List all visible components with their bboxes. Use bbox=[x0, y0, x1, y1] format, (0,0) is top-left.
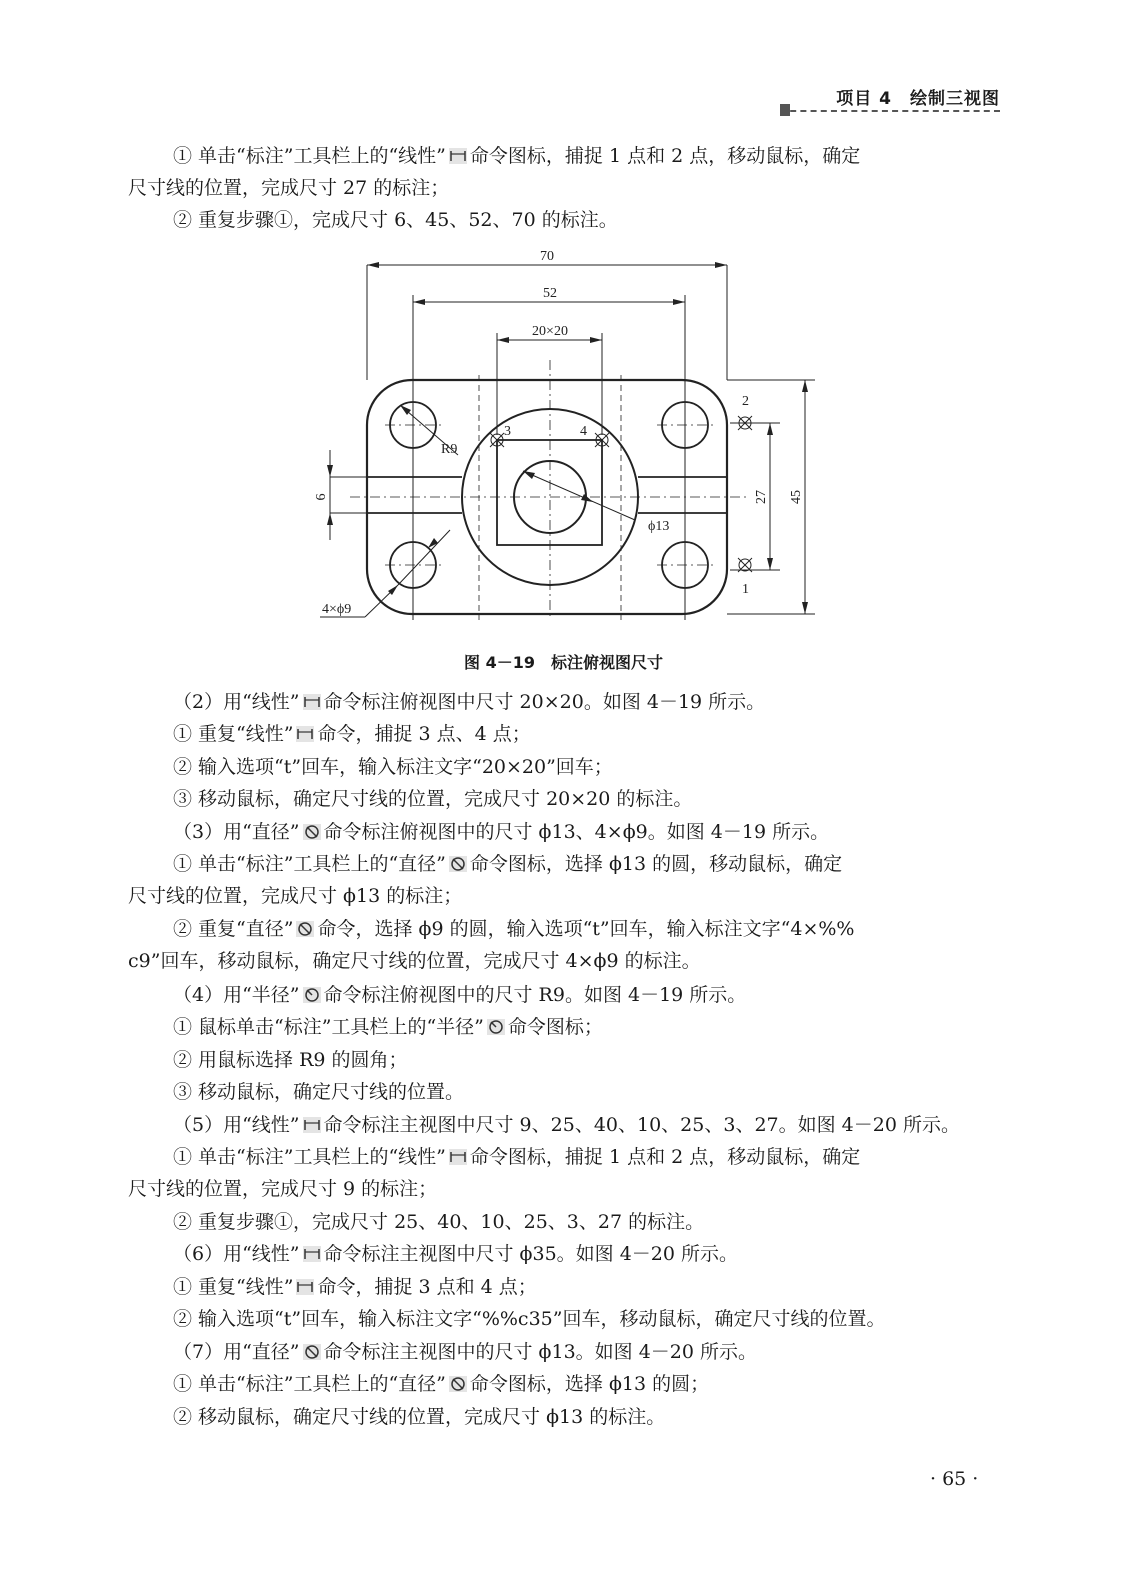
text-segment: （4）用“半径” bbox=[173, 984, 300, 1006]
text-line bbox=[173, 1113, 960, 1137]
text-line bbox=[173, 1340, 757, 1364]
text-segment: （6）用“线性” bbox=[173, 1243, 300, 1265]
label-r9: R9 bbox=[441, 442, 458, 457]
text-segment: ① 重复“线性” bbox=[173, 1276, 294, 1298]
text-line bbox=[173, 1048, 408, 1072]
text-segment: 命令图标； bbox=[507, 1016, 603, 1038]
text-line bbox=[173, 1405, 665, 1429]
text-segment: 尺寸线的位置，完成尺寸 9 的标注； bbox=[128, 1178, 438, 1200]
text-segment: 命令图标，选择 ϕ13 的圆，移动鼠标，确定 bbox=[469, 853, 843, 875]
text-line bbox=[173, 983, 746, 1007]
top-view-drawing bbox=[310, 245, 830, 625]
text-segment: ① 单击“标注”工具栏上的“直径” bbox=[173, 853, 446, 875]
text-segment: 命令图标，选择 ϕ13 的圆； bbox=[469, 1373, 710, 1395]
text-segment: ② 输入选项“t”回车，输入标注文字“20×20”回车； bbox=[173, 756, 613, 778]
text-segment: ② 重复步骤①，完成尺寸 25、40、10、25、3、27 的标注。 bbox=[173, 1211, 705, 1233]
label-point-1: 1 bbox=[742, 582, 749, 597]
diameter-dimension-icon bbox=[449, 1374, 467, 1390]
text-line bbox=[173, 1242, 738, 1266]
figure-caption: 图 4－19 标注俯视图尺寸 bbox=[464, 653, 663, 672]
diameter-dimension-icon bbox=[303, 1342, 321, 1358]
text-segment: 命令标注主视图中尺寸 ϕ35。如图 4－20 所示。 bbox=[323, 1243, 739, 1265]
text-segment: ① 单击“标注”工具栏上的“直径” bbox=[173, 1373, 446, 1395]
text-line bbox=[128, 176, 449, 200]
text-segment: ② 用鼠标选择 R9 的圆角； bbox=[173, 1049, 408, 1071]
text-segment: 尺寸线的位置，完成尺寸 27 的标注； bbox=[128, 177, 450, 199]
label-27: 27 bbox=[754, 490, 769, 504]
text-segment: 命令标注俯视图中的尺寸 ϕ13、4×ϕ9。如图 4－19 所示。 bbox=[323, 821, 830, 843]
text-line bbox=[173, 1210, 704, 1234]
text-line bbox=[173, 820, 829, 844]
diameter-dimension-icon bbox=[449, 854, 467, 870]
text-line bbox=[173, 755, 613, 779]
label-point-4: 4 bbox=[580, 424, 587, 439]
text-segment: （7）用“直径” bbox=[173, 1341, 300, 1363]
text-segment: 命令标注俯视图中尺寸 20×20。如图 4－19 所示。 bbox=[323, 691, 766, 713]
text-line bbox=[173, 1372, 709, 1396]
radius-dimension-icon bbox=[487, 1017, 505, 1033]
holes-leader bbox=[398, 530, 450, 585]
text-line bbox=[128, 949, 701, 973]
text-segment: 命令标注主视图中的尺寸 ϕ13。如图 4－20 所示。 bbox=[323, 1341, 758, 1363]
text-segment: c9”回车，移动鼠标，确定尺寸线的位置，完成尺寸 4×ϕ9 的标注。 bbox=[128, 950, 701, 972]
label-6: 6 bbox=[314, 493, 329, 501]
text-segment: ① 单击“标注”工具栏上的“线性” bbox=[173, 145, 446, 167]
linear-dimension-icon bbox=[296, 724, 314, 740]
text-line bbox=[173, 1015, 603, 1039]
text-segment: ② 移动鼠标，确定尺寸线的位置，完成尺寸 ϕ13 的标注。 bbox=[173, 1406, 666, 1428]
diameter-dimension-icon bbox=[296, 919, 314, 935]
linear-dimension-icon bbox=[449, 1147, 467, 1163]
text-line bbox=[173, 1145, 860, 1169]
text-segment: ② 输入选项“t”回车，输入标注文字“%%c35”回车，移动鼠标，确定尺寸线的位置。 bbox=[173, 1308, 886, 1330]
linear-dimension-icon bbox=[303, 1244, 321, 1260]
text-segment: 命令，捕捉 3 点和 4 点； bbox=[317, 1276, 537, 1298]
header-dashed-rule bbox=[780, 110, 1000, 112]
text-segment: （2）用“线性” bbox=[173, 691, 300, 713]
linear-dimension-icon bbox=[449, 146, 467, 162]
label-45: 45 bbox=[789, 490, 804, 504]
text-line bbox=[173, 722, 531, 746]
text-segment: （3）用“直径” bbox=[173, 821, 300, 843]
text-line bbox=[173, 1080, 464, 1104]
figure-4-19 bbox=[310, 245, 830, 625]
text-segment: 尺寸线的位置，完成尺寸 ϕ13 的标注； bbox=[128, 885, 463, 907]
text-segment: 命令，捕捉 3 点、4 点； bbox=[317, 723, 531, 745]
text-segment: 命令，选择 ϕ9 的圆，输入选项“t”回车，输入标注文字“4×%% bbox=[317, 918, 855, 940]
text-line bbox=[173, 208, 618, 232]
label-20x20: 20×20 bbox=[532, 324, 568, 339]
text-segment: （5）用“线性” bbox=[173, 1114, 300, 1136]
text-line bbox=[128, 884, 462, 908]
linear-dimension-icon bbox=[296, 1277, 314, 1293]
phi13-leader bbox=[523, 471, 635, 520]
text-line bbox=[173, 852, 842, 876]
label-70: 70 bbox=[540, 249, 554, 264]
text-line bbox=[173, 690, 765, 714]
text-segment: ③ 移动鼠标，确定尺寸线的位置，完成尺寸 20×20 的标注。 bbox=[173, 788, 693, 810]
text-segment: 命令标注主视图中尺寸 9、25、40、10、25、3、27。如图 4－20 所示。 bbox=[323, 1114, 960, 1136]
linear-dimension-icon bbox=[303, 692, 321, 708]
linear-dimension-icon bbox=[303, 1115, 321, 1131]
label-phi13: ϕ13 bbox=[648, 519, 670, 534]
label-52: 52 bbox=[543, 286, 557, 301]
running-header bbox=[780, 84, 1000, 124]
text-segment: 命令图标，捕捉 1 点和 2 点，移动鼠标，确定 bbox=[469, 1146, 861, 1168]
text-line bbox=[128, 1177, 437, 1201]
text-segment: ① 单击“标注”工具栏上的“线性” bbox=[173, 1146, 446, 1168]
radius-dimension-icon bbox=[303, 985, 321, 1001]
text-segment: ② 重复“直径” bbox=[173, 918, 294, 940]
text-segment: ② 重复步骤①，完成尺寸 6、45、52、70 的标注。 bbox=[173, 209, 618, 231]
page-number: · 65 · bbox=[930, 1468, 979, 1490]
header-title: 项目 4 绘制三视图 bbox=[836, 89, 1000, 109]
diameter-dimension-icon bbox=[303, 822, 321, 838]
text-line bbox=[173, 144, 860, 168]
text-segment: ① 鼠标单击“标注”工具栏上的“半径” bbox=[173, 1016, 484, 1038]
text-segment: 命令图标，捕捉 1 点和 2 点，移动鼠标，确定 bbox=[469, 145, 861, 167]
text-line bbox=[173, 1275, 537, 1299]
text-line bbox=[173, 1307, 885, 1331]
label-point-3: 3 bbox=[504, 424, 511, 439]
text-line bbox=[173, 787, 692, 811]
text-segment: ① 重复“线性” bbox=[173, 723, 294, 745]
label-holes: 4×ϕ9 bbox=[322, 602, 352, 617]
text-line bbox=[173, 917, 854, 941]
text-segment: 命令标注俯视图中的尺寸 R9。如图 4－19 所示。 bbox=[323, 984, 747, 1006]
label-point-2: 2 bbox=[742, 394, 749, 409]
text-segment: ③ 移动鼠标，确定尺寸线的位置。 bbox=[173, 1081, 465, 1103]
